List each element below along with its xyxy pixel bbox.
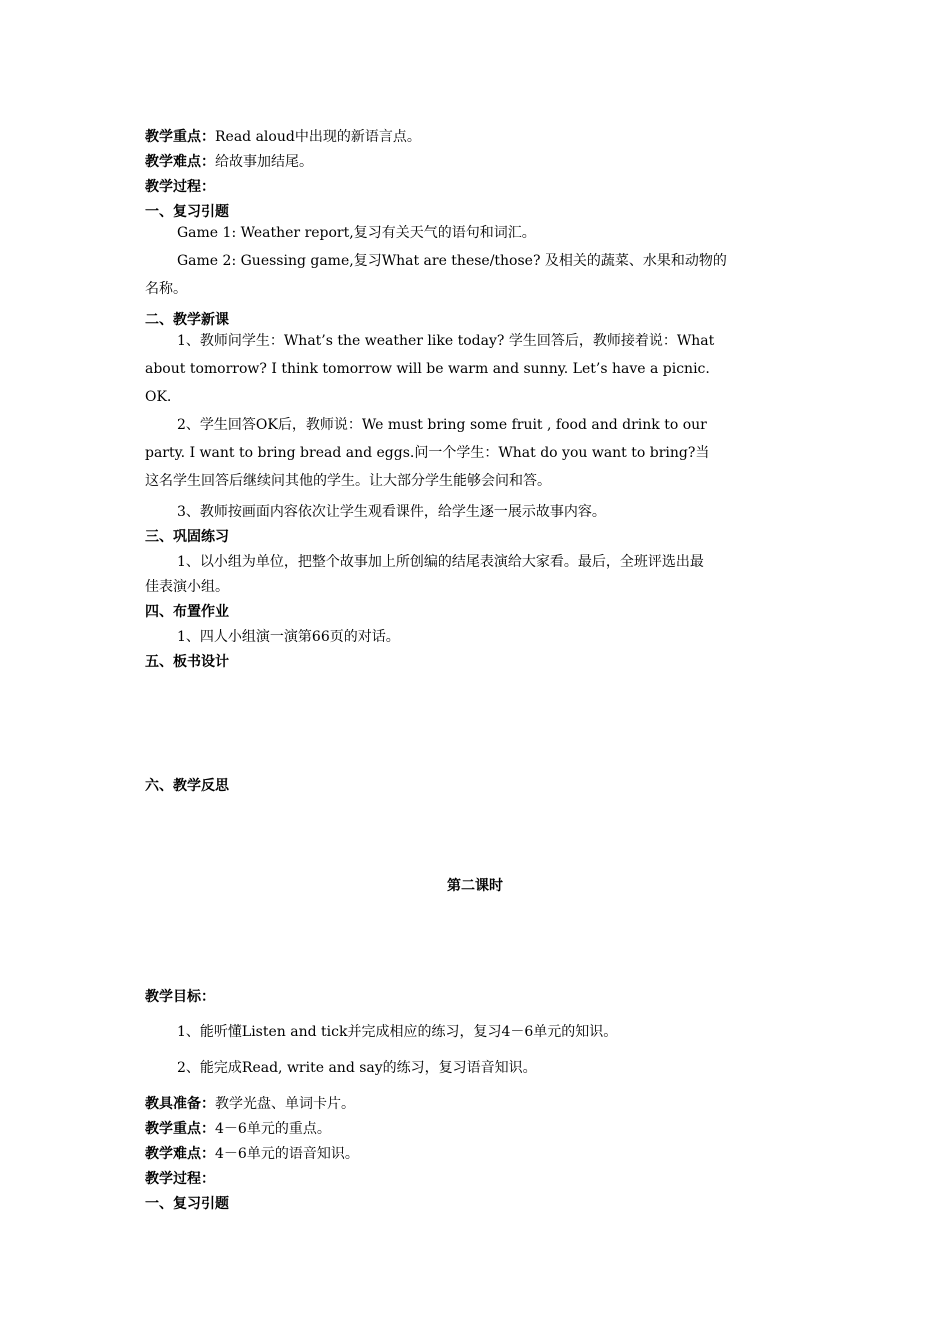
section-new-lesson-heading: 二、教学新课 bbox=[145, 312, 229, 328]
step2-line3: 这名学生回答后继续问其他的学生。让大部分学生能够会问和答。 bbox=[145, 473, 551, 489]
difficulty-label: 教学难点： bbox=[145, 154, 215, 170]
step1-line1: 1、教师问学生：What’s the weather like today? 学生回答后，教师接着说：What bbox=[177, 333, 715, 349]
difficulty-text-2: 4－6单元的语音知识。 bbox=[215, 1146, 359, 1162]
focus-text: Read aloud中出现的新语言点。 bbox=[215, 129, 421, 145]
focus-text-2: 4－6单元的重点。 bbox=[215, 1121, 331, 1137]
homework-line: 1、四人小组演一演第66页的对话。 bbox=[177, 629, 400, 645]
step1-line2: about tomorrow? I think tomorrow will be warm and sunny. Let’s have a picnic. bbox=[145, 361, 710, 377]
goal-item-1: 1、能听懂Listen and tick并完成相应的练习，复习4－6单元的知识。 bbox=[177, 1024, 618, 1040]
tools-line bbox=[145, 1094, 810, 1114]
section-practice-heading: 三、巩固练习 bbox=[145, 529, 229, 545]
difficulty-line bbox=[145, 152, 810, 172]
game2-paragraph-line2: 名称。 bbox=[145, 281, 187, 297]
goals-heading: 教学目标： bbox=[145, 989, 215, 1005]
game1-paragraph: Game 1: Weather report,复习有关天气的语句和词汇。 bbox=[177, 225, 536, 241]
difficulty-label-2: 教学难点： bbox=[145, 1146, 215, 1162]
section-review-heading-2: 一、复习引题 bbox=[145, 1196, 229, 1212]
tools-label: 教具准备： bbox=[145, 1096, 215, 1112]
lesson-title: 第二课时 bbox=[447, 878, 503, 894]
focus-line bbox=[145, 127, 810, 147]
process-heading-2: 教学过程： bbox=[145, 1171, 215, 1187]
focus-label-2: 教学重点： bbox=[145, 1121, 215, 1137]
step2-line2: party. I want to bring bread and eggs.问一个学生：What do you want to bring?当 bbox=[145, 445, 710, 461]
tools-text: 教学光盘、单词卡片。 bbox=[215, 1096, 355, 1112]
step2-line1: 2、学生回答OK后，教师说：We must bring some fruit , food and drink to our bbox=[177, 417, 707, 433]
step3-line: 3、教师按画面内容依次让学生观看课件，给学生逐一展示故事内容。 bbox=[177, 504, 606, 520]
focus-label: 教学重点： bbox=[145, 129, 215, 145]
difficulty-line-2 bbox=[145, 1144, 810, 1164]
goal-item-2: 2、能完成Read, write and say的练习，复习语音知识。 bbox=[177, 1060, 537, 1076]
section-reflection-heading: 六、教学反思 bbox=[145, 778, 229, 794]
process-heading: 教学过程： bbox=[145, 179, 215, 195]
game2-paragraph-line1: Game 2: Guessing game,复习What are these/those? 及相关的蔬菜、水果和动物的 bbox=[177, 253, 727, 269]
step1-line3: OK. bbox=[145, 389, 172, 405]
section-board-design-heading: 五、板书设计 bbox=[145, 654, 229, 670]
section-review-heading: 一、复习引题 bbox=[145, 204, 229, 220]
practice-line2: 佳表演小组。 bbox=[145, 579, 229, 595]
practice-line1: 1、以小组为单位，把整个故事加上所创编的结尾表演给大家看。最后，全班评选出最 bbox=[177, 554, 704, 570]
difficulty-text: 给故事加结尾。 bbox=[215, 154, 313, 170]
focus-line-2 bbox=[145, 1119, 810, 1139]
section-homework-heading: 四、布置作业 bbox=[145, 604, 229, 620]
